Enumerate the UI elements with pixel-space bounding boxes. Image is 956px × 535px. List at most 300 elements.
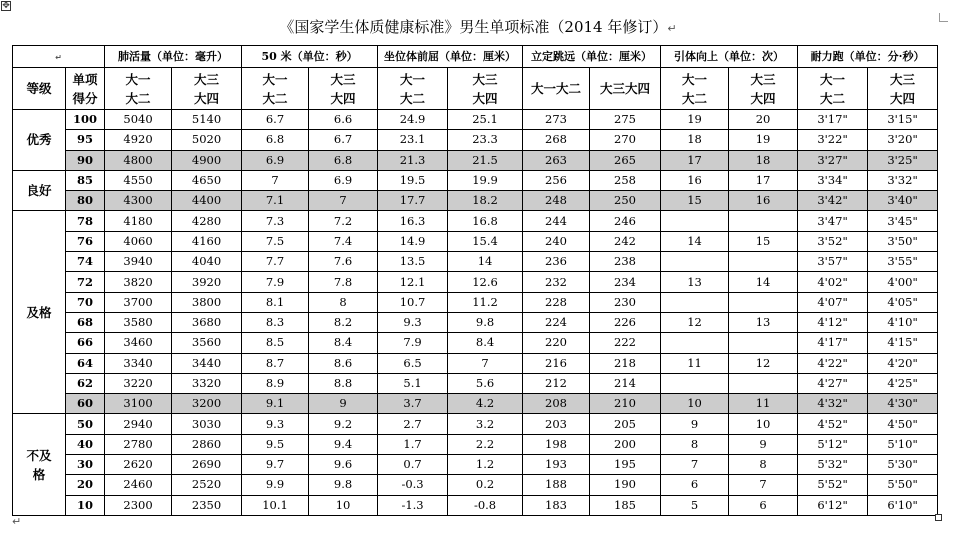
value-cell	[661, 373, 729, 393]
value-cell: 2350	[172, 495, 242, 515]
value-cell: 3800	[172, 292, 242, 312]
value-cell: 4400	[172, 191, 242, 211]
paragraph-mark: ↵	[667, 22, 677, 35]
value-cell: 4550	[105, 170, 172, 190]
value-cell: 7.9	[242, 272, 309, 292]
value-cell: 4'05"	[868, 292, 938, 312]
value-cell: 4'25"	[868, 373, 938, 393]
year-group-a: 大一 大二	[798, 68, 868, 110]
score-cell: 78	[66, 211, 105, 231]
value-cell: 24.9	[378, 110, 448, 130]
value-cell: 3'47"	[798, 211, 868, 231]
value-cell: 4'12"	[798, 312, 868, 332]
value-cell: 3200	[172, 394, 242, 414]
value-cell: 226	[590, 312, 661, 332]
value-cell: 14	[661, 231, 729, 251]
end-paragraph-mark: ↵	[12, 515, 22, 528]
table-row	[13, 231, 938, 251]
value-cell: 3920	[172, 272, 242, 292]
table-row	[13, 455, 938, 475]
score-cell: 30	[66, 455, 105, 475]
value-cell: 12	[661, 312, 729, 332]
value-cell: 4650	[172, 170, 242, 190]
value-cell: 16.3	[378, 211, 448, 231]
score-cell: 80	[66, 191, 105, 211]
value-cell: 258	[590, 170, 661, 190]
value-cell: 6.7	[309, 130, 378, 150]
value-cell: 17	[661, 150, 729, 170]
value-cell: 228	[523, 292, 590, 312]
value-cell: 6.6	[309, 110, 378, 130]
value-cell: 1.2	[448, 455, 523, 475]
value-cell: 5'32"	[798, 455, 868, 475]
value-cell: 7.7	[242, 252, 309, 272]
value-cell: 16	[729, 191, 798, 211]
score-cell: 20	[66, 475, 105, 495]
value-cell: 250	[590, 191, 661, 211]
year-group-a: 大一 大二	[661, 68, 729, 110]
value-cell: 7.8	[309, 272, 378, 292]
year-group-a: 大一 大二	[242, 68, 309, 110]
value-cell	[729, 252, 798, 272]
value-cell: 5'12"	[798, 434, 868, 454]
value-cell: 3'50"	[868, 231, 938, 251]
table-row	[13, 272, 938, 292]
score-cell: 76	[66, 231, 105, 251]
grade-cell-good: 良好	[13, 170, 66, 211]
value-cell: 8.5	[242, 333, 309, 353]
value-cell: 0.2	[448, 475, 523, 495]
value-cell: 190	[590, 475, 661, 495]
value-cell: 4040	[172, 252, 242, 272]
value-cell	[729, 333, 798, 353]
value-cell: 9.4	[309, 434, 378, 454]
value-cell: 8.3	[242, 312, 309, 332]
value-cell: 9.7	[242, 455, 309, 475]
value-cell: 8.4	[448, 333, 523, 353]
score-cell: 74	[66, 252, 105, 272]
value-cell: 2.2	[448, 434, 523, 454]
value-cell: 16.8	[448, 211, 523, 231]
value-cell: 3820	[105, 272, 172, 292]
standards-table	[12, 45, 938, 516]
value-cell: 19.9	[448, 170, 523, 190]
year-group-single-b: 大三大四	[590, 68, 661, 110]
year-group-b: 大三 大四	[448, 68, 523, 110]
value-cell: 5'10"	[868, 434, 938, 454]
value-cell: 4'17"	[798, 333, 868, 353]
value-cell: 19	[661, 110, 729, 130]
value-cell: 8	[309, 292, 378, 312]
value-cell: 7.2	[309, 211, 378, 231]
value-cell: 3'42"	[798, 191, 868, 211]
value-cell: 232	[523, 272, 590, 292]
value-cell: 4'02"	[798, 272, 868, 292]
value-cell: 2.7	[378, 414, 448, 434]
value-cell: 23.3	[448, 130, 523, 150]
value-cell: 4300	[105, 191, 172, 211]
value-cell: 2620	[105, 455, 172, 475]
value-cell: 10	[729, 414, 798, 434]
value-cell: 3320	[172, 373, 242, 393]
value-cell: 16	[661, 170, 729, 190]
value-cell: 11	[661, 353, 729, 373]
table-row	[13, 333, 938, 353]
value-cell: 210	[590, 394, 661, 414]
value-cell: 8.6	[309, 353, 378, 373]
table-row	[13, 191, 938, 211]
value-cell: 8.9	[242, 373, 309, 393]
value-cell: 15	[661, 191, 729, 211]
table-row	[13, 150, 938, 170]
value-cell: 256	[523, 170, 590, 190]
value-cell: -0.3	[378, 475, 448, 495]
value-cell: 240	[523, 231, 590, 251]
value-cell: 5'50"	[868, 475, 938, 495]
table-row	[13, 211, 938, 231]
value-cell: 7	[242, 170, 309, 190]
header-vital-capacity: 肺活量（单位：毫升）	[105, 46, 242, 68]
value-cell	[729, 373, 798, 393]
value-cell: 6.5	[378, 353, 448, 373]
value-cell: 3940	[105, 252, 172, 272]
table-resize-handle-icon[interactable]	[935, 514, 942, 521]
score-cell: 50	[66, 414, 105, 434]
header-pull-ups: 引体向上（单位：次）	[661, 46, 798, 68]
value-cell: 9.2	[309, 414, 378, 434]
value-cell	[661, 333, 729, 353]
value-cell: 4060	[105, 231, 172, 251]
value-cell: 3580	[105, 312, 172, 332]
value-cell: 4920	[105, 130, 172, 150]
value-cell: 0.7	[378, 455, 448, 475]
value-cell: 4'20"	[868, 353, 938, 373]
value-cell: 185	[590, 495, 661, 515]
value-cell: 3030	[172, 414, 242, 434]
score-cell: 90	[66, 150, 105, 170]
value-cell: 3'45"	[868, 211, 938, 231]
value-cell: 238	[590, 252, 661, 272]
value-cell: 208	[523, 394, 590, 414]
value-cell: 7.6	[309, 252, 378, 272]
table-row	[13, 110, 938, 130]
header-row	[13, 46, 938, 68]
value-cell: 10.7	[378, 292, 448, 312]
value-cell: 9.6	[309, 455, 378, 475]
value-cell: 15	[729, 231, 798, 251]
value-cell: 188	[523, 475, 590, 495]
value-cell: 12.1	[378, 272, 448, 292]
value-cell: 2860	[172, 434, 242, 454]
value-cell: 4'15"	[868, 333, 938, 353]
value-cell: 244	[523, 211, 590, 231]
score-cell: 72	[66, 272, 105, 292]
table-row	[13, 130, 938, 150]
value-cell: 10.1	[242, 495, 309, 515]
value-cell: 3220	[105, 373, 172, 393]
value-cell: 236	[523, 252, 590, 272]
value-cell: 10	[661, 394, 729, 414]
value-cell: 214	[590, 373, 661, 393]
value-cell: 7	[309, 191, 378, 211]
header-standing-long-jump: 立定跳远（单位：厘米）	[523, 46, 661, 68]
value-cell: 3.7	[378, 394, 448, 414]
document-title	[0, 16, 956, 37]
value-cell: 275	[590, 110, 661, 130]
value-cell: 270	[590, 130, 661, 150]
value-cell: 8.7	[242, 353, 309, 373]
value-cell: 4'10"	[868, 312, 938, 332]
value-cell: 21.3	[378, 150, 448, 170]
value-cell: 13	[729, 312, 798, 332]
score-cell: 64	[66, 353, 105, 373]
value-cell: 3340	[105, 353, 172, 373]
value-cell: 222	[590, 333, 661, 353]
value-cell: 3'55"	[868, 252, 938, 272]
value-cell: 3'34"	[798, 170, 868, 190]
value-cell: -0.8	[448, 495, 523, 515]
header-50m-run: 50 米（单位：秒）	[242, 46, 378, 68]
value-cell: 6.9	[309, 170, 378, 190]
score-cell: 62	[66, 373, 105, 393]
value-cell: 193	[523, 455, 590, 475]
value-cell: 1.7	[378, 434, 448, 454]
value-cell	[661, 292, 729, 312]
header-corner-cell: ↵	[13, 46, 105, 68]
header-endurance-run: 耐力跑（单位：分·秒）	[798, 46, 938, 68]
value-cell: 263	[523, 150, 590, 170]
value-cell: 9.8	[309, 475, 378, 495]
value-cell: 3'57"	[798, 252, 868, 272]
score-cell: 95	[66, 130, 105, 150]
value-cell: 3460	[105, 333, 172, 353]
value-cell: 7.4	[309, 231, 378, 251]
year-group-b: 大三 大四	[729, 68, 798, 110]
grade-cell-excellent: 优秀	[13, 110, 66, 171]
value-cell: 216	[523, 353, 590, 373]
value-cell: 11	[729, 394, 798, 414]
value-cell: 12	[729, 353, 798, 373]
value-cell: 9	[309, 394, 378, 414]
value-cell: 195	[590, 455, 661, 475]
value-cell: 3'22"	[798, 130, 868, 150]
value-cell: 6.9	[242, 150, 309, 170]
value-cell: 220	[523, 333, 590, 353]
score-cell: 40	[66, 434, 105, 454]
value-cell: 3'40"	[868, 191, 938, 211]
value-cell: 14	[448, 252, 523, 272]
value-cell: 3440	[172, 353, 242, 373]
grade-label: 等级	[13, 68, 66, 110]
value-cell: 4280	[172, 211, 242, 231]
table-row	[13, 495, 938, 515]
value-cell: 265	[590, 150, 661, 170]
value-cell	[729, 211, 798, 231]
value-cell: 5.1	[378, 373, 448, 393]
grade-cell-fail: 不及 格	[13, 414, 66, 515]
value-cell: 3'52"	[798, 231, 868, 251]
value-cell: 200	[590, 434, 661, 454]
value-cell: 3.2	[448, 414, 523, 434]
value-cell: 4'52"	[798, 414, 868, 434]
value-cell: 10	[309, 495, 378, 515]
value-cell: 5'30"	[868, 455, 938, 475]
value-cell: 12.6	[448, 272, 523, 292]
value-cell: 18	[661, 130, 729, 150]
value-cell: 9	[661, 414, 729, 434]
value-cell: 268	[523, 130, 590, 150]
value-cell: 7.9	[378, 333, 448, 353]
value-cell: 205	[590, 414, 661, 434]
value-cell	[729, 292, 798, 312]
score-cell: 100	[66, 110, 105, 130]
value-cell: 4'27"	[798, 373, 868, 393]
table-move-handle-icon[interactable]: ✥	[2, 1, 10, 11]
value-cell: 7.5	[242, 231, 309, 251]
value-cell: 11.2	[448, 292, 523, 312]
value-cell: 13	[661, 272, 729, 292]
value-cell: 14	[729, 272, 798, 292]
value-cell: 6'10"	[868, 495, 938, 515]
table-row	[13, 312, 938, 332]
value-cell: 8.8	[309, 373, 378, 393]
value-cell: 20	[729, 110, 798, 130]
year-group-a: 大一 大二	[378, 68, 448, 110]
value-cell: 6.7	[242, 110, 309, 130]
value-cell: 5140	[172, 110, 242, 130]
value-cell: 3100	[105, 394, 172, 414]
value-cell: 8.1	[242, 292, 309, 312]
value-cell: 3700	[105, 292, 172, 312]
value-cell: 15.4	[448, 231, 523, 251]
value-cell: 3'25"	[868, 150, 938, 170]
value-cell: 2520	[172, 475, 242, 495]
value-cell: 2780	[105, 434, 172, 454]
value-cell: 8.4	[309, 333, 378, 353]
value-cell: 9.3	[242, 414, 309, 434]
value-cell: 230	[590, 292, 661, 312]
value-cell: 5020	[172, 130, 242, 150]
value-cell: 4'07"	[798, 292, 868, 312]
year-group-b: 大三 大四	[172, 68, 242, 110]
value-cell: 5	[661, 495, 729, 515]
year-group-b: 大三 大四	[868, 68, 938, 110]
value-cell: 9.5	[242, 434, 309, 454]
value-cell: 246	[590, 211, 661, 231]
value-cell: 3680	[172, 312, 242, 332]
value-cell: 4'00"	[868, 272, 938, 292]
value-cell: 6	[729, 495, 798, 515]
value-cell: 242	[590, 231, 661, 251]
value-cell: 4'22"	[798, 353, 868, 373]
table-body	[13, 110, 938, 516]
value-cell: 8	[661, 434, 729, 454]
table-row	[13, 252, 938, 272]
title-text: 《国家学生体质健康标准》男生单项标准（2014 年修订）	[279, 18, 668, 36]
score-cell: 68	[66, 312, 105, 332]
value-cell: 8.2	[309, 312, 378, 332]
value-cell: 218	[590, 353, 661, 373]
value-cell: 183	[523, 495, 590, 515]
table-row	[13, 434, 938, 454]
value-cell: 6.8	[309, 150, 378, 170]
value-cell: 3'20"	[868, 130, 938, 150]
value-cell: 4160	[172, 231, 242, 251]
table-row	[13, 475, 938, 495]
value-cell: 273	[523, 110, 590, 130]
value-cell: 5.6	[448, 373, 523, 393]
value-cell: 3'32"	[868, 170, 938, 190]
value-cell: 18	[729, 150, 798, 170]
score-cell: 85	[66, 170, 105, 190]
year-group-a: 大一 大二	[105, 68, 172, 110]
value-cell: 6	[661, 475, 729, 495]
value-cell: 23.1	[378, 130, 448, 150]
year-group-single-a: 大一大二	[523, 68, 590, 110]
value-cell: 248	[523, 191, 590, 211]
value-cell: 7.3	[242, 211, 309, 231]
value-cell: 234	[590, 272, 661, 292]
score-cell: 10	[66, 495, 105, 515]
value-cell: 7	[448, 353, 523, 373]
value-cell: 2300	[105, 495, 172, 515]
value-cell: 21.5	[448, 150, 523, 170]
value-cell: 3560	[172, 333, 242, 353]
value-cell: 4180	[105, 211, 172, 231]
score-label: 单项 得分	[66, 68, 105, 110]
value-cell: 5040	[105, 110, 172, 130]
value-cell: 25.1	[448, 110, 523, 130]
value-cell: 212	[523, 373, 590, 393]
value-cell: 2460	[105, 475, 172, 495]
value-cell: 9.8	[448, 312, 523, 332]
value-cell: 7	[729, 475, 798, 495]
value-cell: 9	[729, 434, 798, 454]
value-cell: 5'52"	[798, 475, 868, 495]
table-row	[13, 292, 938, 312]
value-cell	[661, 211, 729, 231]
value-cell: 198	[523, 434, 590, 454]
value-cell	[661, 252, 729, 272]
value-cell: 6.8	[242, 130, 309, 150]
subheader-row	[13, 68, 938, 110]
value-cell: 4'32"	[798, 394, 868, 414]
value-cell: 4900	[172, 150, 242, 170]
value-cell: -1.3	[378, 495, 448, 515]
value-cell: 4'50"	[868, 414, 938, 434]
value-cell: 14.9	[378, 231, 448, 251]
value-cell: 17.7	[378, 191, 448, 211]
value-cell: 6'12"	[798, 495, 868, 515]
value-cell: 8	[729, 455, 798, 475]
table-row	[13, 414, 938, 434]
value-cell: 4'30"	[868, 394, 938, 414]
header-sit-and-reach: 坐位体前屈（单位：厘米）	[378, 46, 523, 68]
score-cell: 60	[66, 394, 105, 414]
score-cell: 66	[66, 333, 105, 353]
table-row	[13, 353, 938, 373]
value-cell: 224	[523, 312, 590, 332]
table-row	[13, 373, 938, 393]
value-cell: 2940	[105, 414, 172, 434]
grade-cell-pass: 及格	[13, 211, 66, 414]
value-cell: 9.3	[378, 312, 448, 332]
value-cell: 13.5	[378, 252, 448, 272]
value-cell: 3'15"	[868, 110, 938, 130]
value-cell: 17	[729, 170, 798, 190]
value-cell: 203	[523, 414, 590, 434]
table-row	[13, 170, 938, 190]
